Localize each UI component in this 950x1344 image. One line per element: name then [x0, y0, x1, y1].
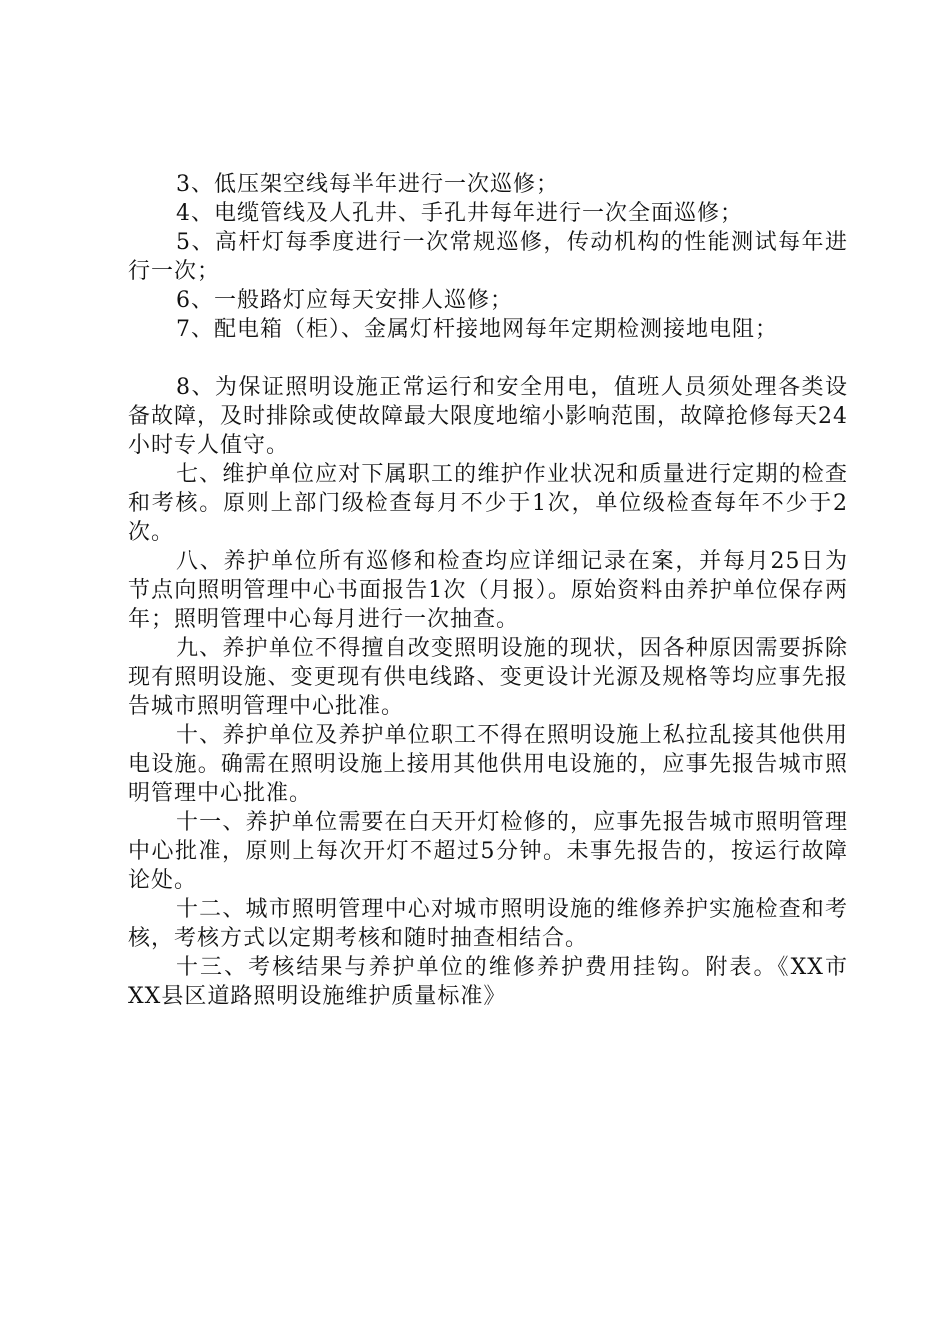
paragraph-section-10: 十、养护单位及养护单位职工不得在照明设施上私拉乱接其他供用电设施。确需在照明设施上接用其他供用电设施的，应事先报告城市照明管理中心批准。: [128, 723, 848, 806]
document-body: [128, 170, 848, 1011]
paragraph-item-5: 5、高杆灯每季度进行一次常规巡修，传动机构的性能测试每年进行一次；: [128, 230, 848, 284]
paragraph-item-3: 3、低压架空线每半年进行一次巡修；: [176, 172, 559, 197]
paragraph-item-7: 7、配电箱（柜）、金属灯杆接地网每年定期检测接地电阻；: [176, 317, 778, 342]
paragraph-item-8: 8、为保证照明设施正常运行和安全用电，值班人员须处理各类设备故障，及时排除或使故障最大限度地缩小影响范围，故障抢修每天24小时专人值守。: [128, 375, 848, 458]
paragraph-section-11: 十一、养护单位需要在白天开灯检修的，应事先报告城市照明管理中心批准，原则上每次开灯不超过5分钟。未事先报告的，按运行故障论处。: [128, 810, 848, 893]
paragraph-section-7: 七、维护单位应对下属职工的维护作业状况和质量进行定期的检查和考核。原则上部门级检查每月不少于1次，单位级检查每年不少于2次。: [128, 462, 848, 545]
paragraph-section-8: 八、养护单位所有巡修和检查均应详细记录在案，并每月25日为节点向照明管理中心书面报告1次（月报）。原始资料由养护单位保存两年；照明管理中心每月进行一次抽查。: [128, 549, 848, 632]
paragraph-item-4: 4、电缆管线及人孔井、手孔井每年进行一次全面巡修；: [176, 201, 743, 226]
paragraph-section-9: 九、养护单位不得擅自改变照明设施的现状，因各种原因需要拆除现有照明设施、变更现有供电线路、变更设计光源及规格等均应事先报告城市照明管理中心批准。: [128, 636, 848, 719]
paragraph-section-13: 十三、考核结果与养护单位的维修养护费用挂钩。附表。《XX市XX县区道路照明设施维护质量标准》: [128, 955, 848, 1009]
paragraph-section-12: 十二、城市照明管理中心对城市照明设施的维修养护实施检查和考核，考核方式以定期考核和随时抽查相结合。: [128, 897, 848, 951]
paragraph-item-6: 6、一般路灯应每天安排人巡修；: [176, 288, 513, 313]
